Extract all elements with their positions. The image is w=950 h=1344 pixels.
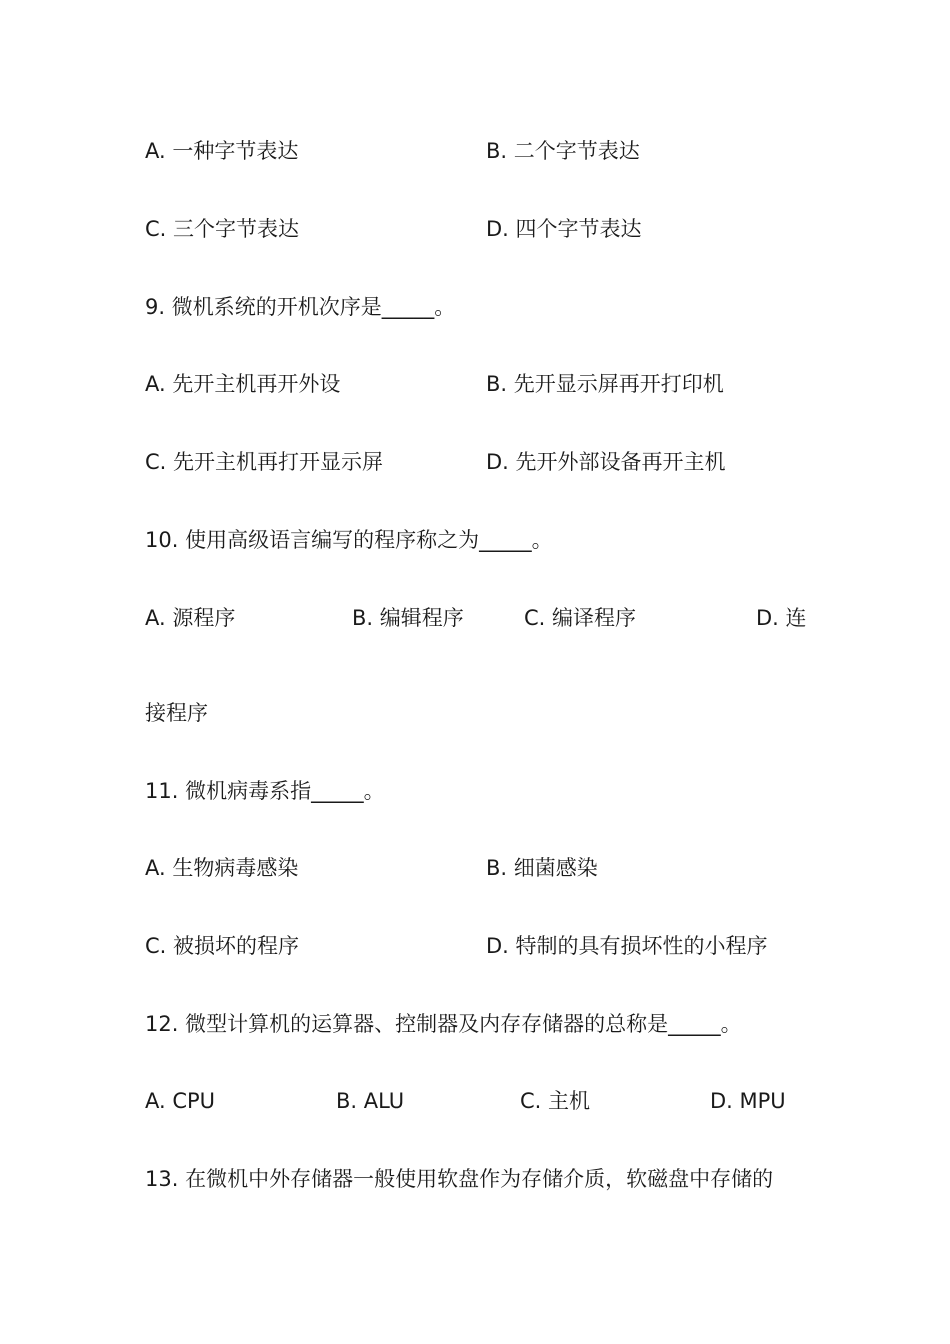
option-c: C. 编译程序 [524,606,637,630]
option-c: C. 被损坏的程序 [145,934,300,958]
question-13: 13. 在微机中外存储器一般使用软盘作为存储介质，软磁盘中存储的 [145,1167,774,1191]
question-12: 12. 微型计算机的运算器、控制器及内存存储器的总称是_____。 [145,1012,742,1036]
question-11: 11. 微机病毒系指_____。 [145,779,385,803]
option-c: C. 先开主机再打开显示屏 [145,450,384,474]
option-d: D. 连 [756,606,807,630]
option-d: D. 先开外部设备再开主机 [486,450,726,474]
option-a: A. 源程序 [145,606,236,630]
option-d: D. 四个字节表达 [486,217,642,241]
option-d-continuation: 接程序 [145,701,208,725]
option-b: B. 二个字节表达 [486,139,640,163]
option-a: A. 先开主机再开外设 [145,372,341,396]
question-10: 10. 使用高级语言编写的程序称之为_____。 [145,528,553,552]
option-b: B. 细菌感染 [486,856,598,880]
option-c: C. 主机 [520,1089,591,1113]
option-d: D. 特制的具有损坏性的小程序 [486,934,768,958]
option-c: C. 三个字节表达 [145,217,300,241]
option-b: B. 先开显示屏再开打印机 [486,372,724,396]
option-d: D. MPU [710,1089,786,1113]
option-b: B. 编辑程序 [352,606,464,630]
option-b: B. ALU [336,1089,405,1113]
option-a: A. 一种字节表达 [145,139,299,163]
option-a: A. CPU [145,1089,216,1113]
question-9: 9. 微机系统的开机次序是_____。 [145,295,456,319]
option-a: A. 生物病毒感染 [145,856,299,880]
